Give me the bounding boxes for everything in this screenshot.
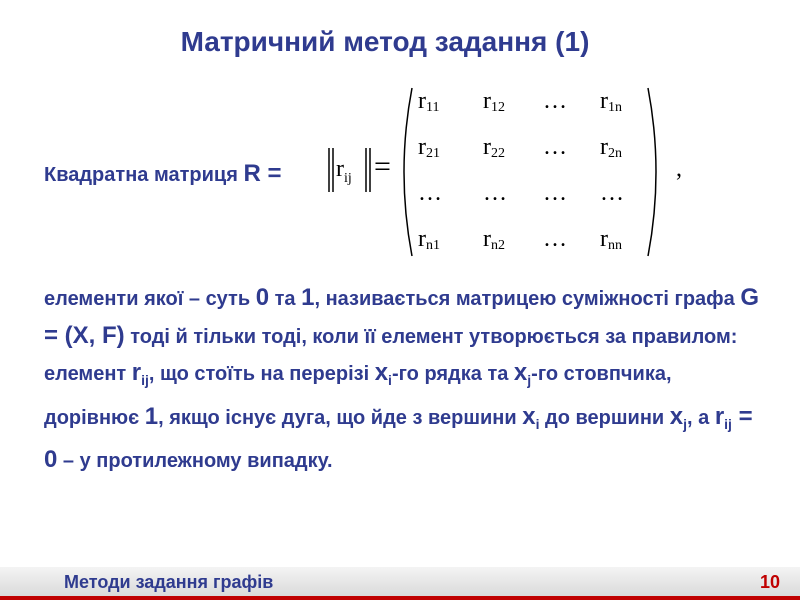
left-paren bbox=[404, 88, 412, 256]
matrix-cell: $r_{21}$ bbox=[418, 134, 440, 161]
paragraph-segment: G = (X, F) bbox=[44, 284, 760, 349]
matrix-cell: … bbox=[418, 180, 442, 206]
paragraph-segment: до вершини bbox=[539, 406, 670, 429]
paragraph-segment: i bbox=[535, 415, 540, 432]
paragraph-segment: , якщо існує дуга, що йде з вершини bbox=[158, 406, 523, 429]
paragraph-segment: тоді й тільки тоді, коли її елемент утворюється за правилом: елемент bbox=[44, 325, 738, 385]
matrix-cell: … bbox=[543, 134, 567, 160]
intro-text: Квадратна матриця bbox=[44, 164, 238, 186]
matrix-cell: … bbox=[483, 180, 507, 206]
matrix-cell: $r_{12}$ bbox=[483, 88, 505, 115]
right-paren bbox=[648, 88, 656, 256]
paragraph-segment: i bbox=[388, 372, 392, 388]
comma: , bbox=[676, 156, 682, 182]
matrix-cell: … bbox=[543, 226, 567, 252]
matrix-cell: $r_{1n}$ bbox=[600, 88, 622, 115]
paragraph-segment: x bbox=[374, 359, 389, 386]
page-number: 10 bbox=[760, 572, 781, 592]
matrix-cell: … bbox=[543, 88, 567, 114]
paragraph-segment: x bbox=[669, 402, 684, 430]
matrix-cell: $r_{n2}$ bbox=[483, 226, 505, 253]
paragraph-segment: ij bbox=[724, 415, 732, 432]
matrix-cell: … bbox=[543, 180, 567, 206]
paragraph-segment: -го стовпчика, дорівнює bbox=[44, 363, 672, 429]
paragraph-segment: елементи якої – суть bbox=[44, 288, 256, 310]
paragraph-segment: , називається матрицею суміжності графа bbox=[314, 288, 741, 310]
paragraph-segment: ij bbox=[141, 372, 149, 388]
paragraph-segment: 1 bbox=[144, 402, 159, 430]
norm-rij: $r_{ij}$ bbox=[336, 156, 352, 186]
intro-R: R = bbox=[243, 160, 282, 187]
paragraph-segment: x bbox=[522, 402, 536, 430]
definition-paragraph bbox=[44, 280, 764, 480]
paragraph-segment: та bbox=[269, 288, 302, 310]
paragraph-segment: r bbox=[714, 402, 725, 430]
paragraph-segment: , а bbox=[687, 406, 715, 429]
paragraph-segment: 0 bbox=[255, 284, 270, 311]
paragraph-segment: x bbox=[513, 359, 528, 386]
paragraph-segment: = 0 bbox=[44, 402, 753, 473]
paragraph-segment: , що стоїть на перерізі bbox=[148, 363, 375, 385]
matrix-cell: $r_{2n}$ bbox=[600, 134, 622, 161]
slide-title: Матричний метод задання (1) bbox=[180, 26, 590, 57]
matrix-cell: $r_{22}$ bbox=[483, 134, 505, 161]
equals-sign: = bbox=[374, 150, 391, 183]
matrix-cell: … bbox=[600, 180, 624, 206]
matrix-cell: $r_{11}$ bbox=[418, 88, 440, 115]
paragraph-segment: j bbox=[683, 415, 688, 432]
paragraph-segment: j bbox=[527, 372, 532, 388]
paragraph-segment: -го рядка та bbox=[391, 363, 514, 385]
paragraph-segment: r bbox=[131, 359, 142, 386]
matrix-cell: $r_{nn}$ bbox=[600, 226, 622, 253]
paragraph-segment: 1 bbox=[301, 284, 315, 311]
matrix-cell: $r_{n1}$ bbox=[418, 226, 440, 253]
footer-title: Методи задання графів bbox=[64, 572, 274, 592]
footer-line bbox=[0, 596, 800, 600]
paragraph-segment: – у протилежному випадку. bbox=[57, 450, 333, 472]
